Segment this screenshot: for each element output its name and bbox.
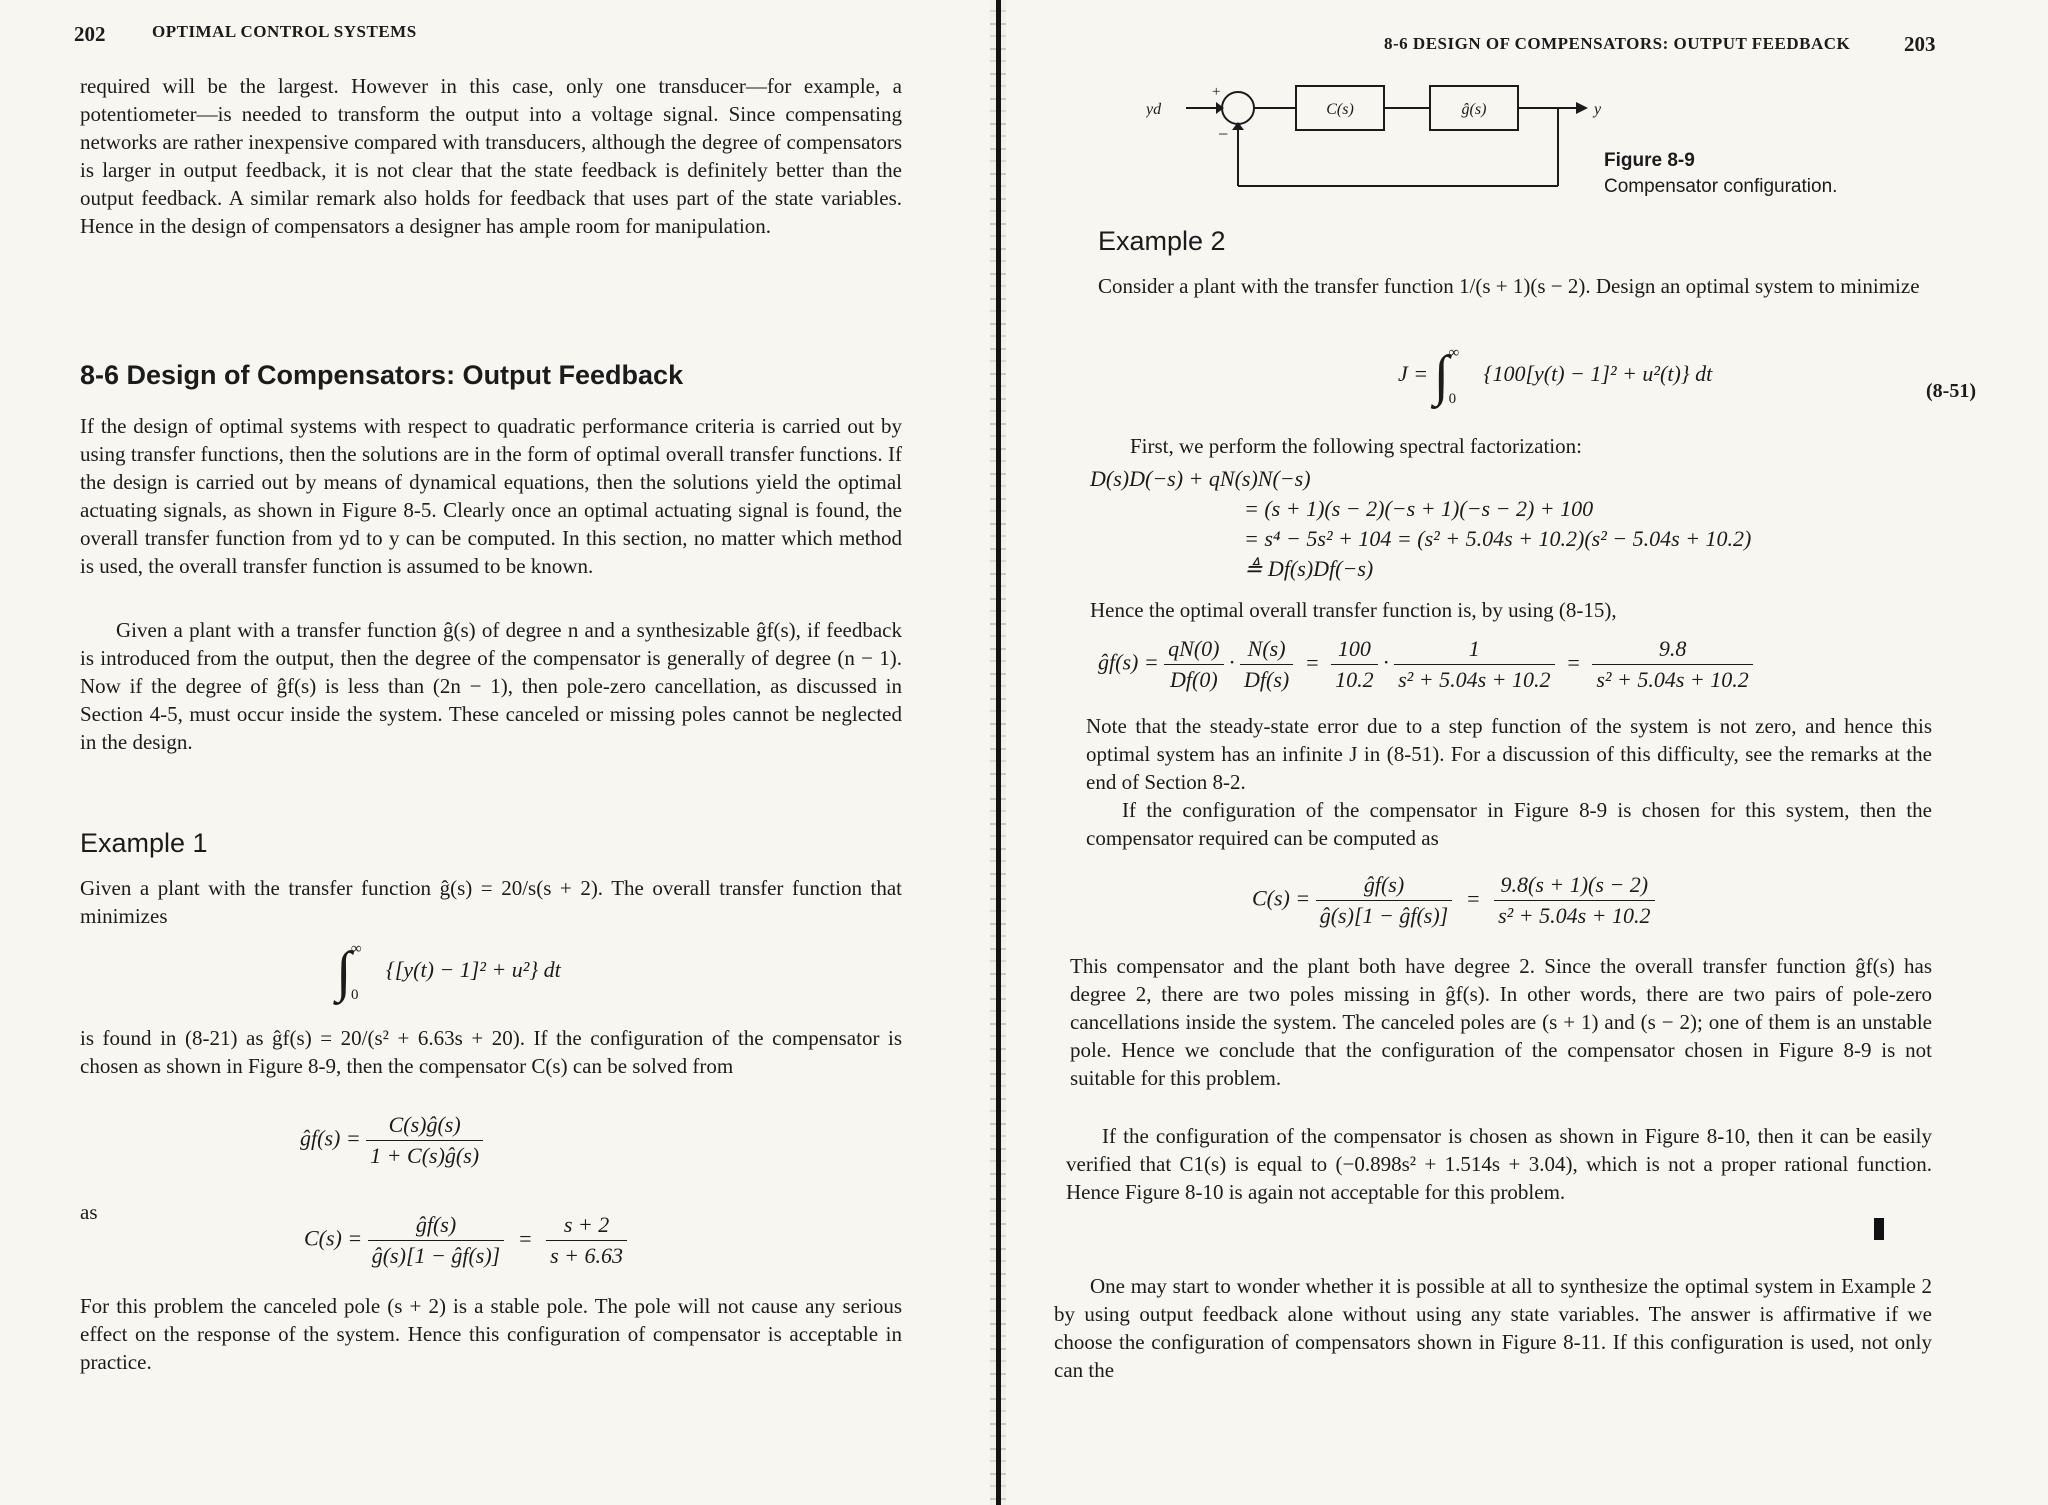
eq-8-51-lower-limit: 0 — [1448, 391, 1457, 408]
diagram-output-label: y — [1594, 101, 1602, 118]
eq-compensator-f2-num: 9.8(s + 1)(s − 2) — [1494, 872, 1654, 901]
eq-gf — [300, 1112, 483, 1169]
eq-cs: C(s) = $\frac{ĝf(s)}{ĝ(s)[1 - ĝf(s)]}$ = $\frac{s + 2}{s + 6.63}$ — [304, 1212, 627, 1269]
eq-optimal-gf-f5-num: 9.8 — [1592, 636, 1752, 665]
eq-optimal-gf-eq2: = — [1566, 649, 1581, 675]
eq-gf-lhs: ĝf(s) = — [300, 1125, 361, 1151]
eq-compensator-f2-den: s² + 5.04s + 10.2 — [1498, 903, 1651, 928]
intro-paragraph: required will be the largest. However in this case, only one transducer—for example, a potentiometer—is needed to transform the output into a voltage signal. Since compensating networks are rather inexpensive compared with transducers, although the degree of compensators is larger in output feedback, it is not clear that the state feedback is definitely better than the output feedback. A similar remark also holds for feedback that uses part of the state variables. Hence in the design of compensators a designer has ample room for manipulation. — [80, 74, 902, 238]
eq-compensator-f1-den: ĝ(s)[1 − ĝf(s)] — [1319, 903, 1449, 928]
book-spine — [996, 0, 1001, 1505]
figure-8-10-paragraph: If the configuration of the compensator is chosen as shown in Figure 8-10, then it can be easily verified that C1(s) is equal to (−0.898s² + 1.514s + 3.04), which is not a proper rational function. Hence Figure 8-10 is again not acceptable for this problem. — [1066, 1124, 1932, 1204]
diagram-input-label: yd — [1146, 101, 1162, 118]
eq-cs-numerator-1: ĝf(s) — [368, 1212, 505, 1241]
section-paragraph-2: Given a plant with a transfer function ĝ(s) of degree n and a synthesizable ĝf(s), if feedback is introduced from the output, then the degree of the compensator is generally of degree (n − 1). Now if the degree of ĝf(s) is less than (2n − 1), then pole-zero cancellation, as discussed in Section 4-5, must occur inside the system. These canceled or missing poles cannot be neglected in the design. — [80, 618, 902, 754]
left-running-head: OPTIMAL CONTROL SYSTEMS — [152, 22, 417, 41]
if-config-paragraph: If the configuration of the compensator in Figure 8-9 is chosen for this system, then the compensator required can be computed as — [1086, 798, 1932, 850]
eq-8-51-upper-limit: ∞ — [1448, 345, 1460, 362]
eq-optimal-gf-f2 — [1240, 636, 1293, 693]
diagram-plus-sign: + — [1212, 84, 1221, 100]
spectral-line-1: D(s)D(−s) + qN(s)N(−s) — [1090, 466, 1311, 491]
integral-lower-limit: 0 — [351, 987, 359, 1004]
integral-sign: ∫ — [336, 941, 352, 1003]
right-page-number: 203 — [1904, 32, 1936, 56]
eq-cs-lhs: C(s) = — [304, 1225, 363, 1251]
eq-gf-fraction — [366, 1112, 483, 1169]
eq-optimal-gf-f5-den: s² + 5.04s + 10.2 — [1596, 667, 1749, 692]
spectral-line-3: = s⁴ − 5s² + 104 = (s² + 5.04s + 10.2)(s² − 5.04s + 10.2) — [1244, 526, 1752, 551]
eq-cs-numerator-2: s + 2 — [546, 1212, 627, 1241]
figure-8-9-label: Figure 8-9 — [1604, 150, 1695, 171]
eq-optimal-gf-lhs: ĝf(s) = — [1098, 649, 1159, 675]
eq-optimal-gf-eq1: = — [1304, 649, 1320, 675]
integral-body: {[y(t) − 1]² + u²} dt — [386, 957, 561, 983]
end-of-proof-mark — [1874, 1218, 1884, 1240]
example-1-title: Example 1 — [80, 828, 208, 858]
eq-optimal-gf-f1-num: qN(0) — [1164, 636, 1223, 665]
eq-optimal-gf: ĝf(s) = $\frac{qN(0)}{Df(0)}$ · $\frac{N(s)}{Df(s)}$ = $\frac{100}{10.2}$ · $\frac{1}{\text{s² + 5.04s + 10.2}}$ = $\frac{9.8}{\text{s² + 5.04s + 10.2}}$ — [1098, 636, 1753, 693]
eq-8-51-number: (8-51) — [1926, 380, 1976, 402]
eq-optimal-gf-dot: · — [1229, 649, 1235, 675]
eq-optimal-gf-f3-num: 100 — [1331, 636, 1378, 665]
diagram-block-plant: ĝ(s) — [1461, 101, 1487, 118]
eq-compensator-f1 — [1316, 872, 1453, 929]
diagram-minus-sign: − — [1218, 124, 1229, 144]
note-paragraph: Note that the steady-state error due to a step function of the system is not zero, and hence this optimal system has an infinite J in (8-51). For a discussion of this difficulty, see the remarks at the end of Section 8-2. — [1086, 714, 1932, 794]
example-1-paragraph: Given a plant with the transfer function ĝ(s) = 20/s(s + 2). The overall transfer function that minimizes — [80, 876, 902, 928]
eq-compensator-f2 — [1494, 872, 1654, 929]
example-1-found-paragraph: is found in (8-21) as ĝf(s) = 20/(s² + 6.63s + 20). If the configuration of the compensator is chosen as shown in Figure 8-9, then the compensator C(s) can be solved from — [80, 1026, 902, 1078]
section-title: 8-6 Design of Compensators: Output Feedback — [80, 360, 684, 390]
right-running-head: 8-6 DESIGN OF COMPENSATORS: OUTPUT FEEDBACK — [1384, 34, 1851, 53]
eq-8-51-integral-sign: ∫ — [1433, 345, 1449, 407]
hence-line: Hence the optimal overall transfer function is, by using (8-15), — [1090, 598, 1617, 622]
closing-paragraph: For this problem the canceled pole (s + 2) is a stable pole. The pole will not cause any serious effect on the response of the system. Hence this configuration of compensator is acceptable in practice. — [80, 1294, 902, 1374]
eq-optimal-gf-f3-den: 10.2 — [1335, 667, 1374, 692]
eq-compensator — [1252, 872, 1655, 929]
spectral-intro: First, we perform the following spectral factorization: — [1130, 434, 1582, 458]
eq-optimal-gf-f4 — [1394, 636, 1554, 693]
eq-cs-denominator-1: ĝ(s)[1 − ĝf(s)] — [371, 1243, 501, 1268]
eq-optimal-gf-f2-num: N(s) — [1240, 636, 1293, 665]
eq-compensator-lhs: C(s) = — [1252, 885, 1311, 911]
spectral-line-4: ≜ Df(s)Df(−s) — [1244, 556, 1374, 581]
eq-optimal-gf-f1-den: Df(0) — [1170, 667, 1218, 692]
eq-optimal-gf-f1 — [1164, 636, 1223, 693]
eq-cs-fraction-2 — [546, 1212, 627, 1269]
right-page — [1006, 0, 2048, 1505]
example-2-title: Example 2 — [1098, 226, 1226, 256]
figure-8-9-caption: Compensator configuration. — [1604, 176, 1838, 197]
section-paragraph-1: If the design of optimal systems with respect to quadratic performance criteria is carried out by using transfer functions, then the solutions are in the form of optimal overall transfer functions. If the design is carried out by means of dynamical equations, then the solutions yield the optimal actuating signals, as shown in Figure 8-5. Clearly once an optimal actuating signal is found, the overall transfer function from yd to y can be computed. In this section, no matter which method is used, the overall transfer function is assumed to be known. — [80, 414, 902, 578]
diagram-block-compensator: C(s) — [1326, 101, 1354, 118]
eq-optimal-gf-f2-den: Df(s) — [1244, 667, 1290, 692]
eq-optimal-gf-f5 — [1592, 636, 1752, 693]
eq-optimal-gf-f4-num: 1 — [1394, 636, 1554, 665]
left-page — [0, 0, 990, 1505]
eq-gf-numerator: C(s)ĝ(s) — [366, 1112, 483, 1141]
example-1-integral — [336, 941, 561, 1004]
eq-8-51-lhs: J = — [1398, 361, 1429, 387]
eq-compensator-eq: = — [1465, 885, 1481, 911]
eq-optimal-gf-f4-den: s² + 5.04s + 10.2 — [1398, 667, 1551, 692]
eq-compensator-f1-num: ĝf(s) — [1316, 872, 1453, 901]
as-label: as — [80, 1200, 98, 1224]
example-2-paragraph: Consider a plant with the transfer function 1/(s + 1)(s − 2). Design an optimal system to minimize — [1098, 274, 1920, 298]
spectral-line-2: = (s + 1)(s − 2)(−s + 1)(−s − 2) + 100 — [1244, 496, 1594, 521]
eq-cs-denominator-2: s + 6.63 — [550, 1243, 624, 1268]
compensator-paragraph: This compensator and the plant both have degree 2. Since the overall transfer function ĝf(s) has degree 2, there are two poles missing in ĝf(s). In other words, there are two pairs of pole-zero cancellations inside the system. The canceled poles are (s + 1) and (s − 2); one of them is an unstable pole. Hence we conclude that the configuration of the compensator chosen in Figure 8-9 is not suitable for this problem. — [1070, 954, 1932, 1090]
final-paragraph: One may start to wonder whether it is possible at all to synthesize the optimal system in Example 2 by using output feedback alone without using any state variables. The answer is affirmative if we choose the configuration of compensators shown in Figure 8-11. If this configuration is used, not only can the — [1054, 1274, 1932, 1382]
eq-cs-fraction-1 — [368, 1212, 505, 1269]
eq-8-51 — [1398, 345, 1713, 408]
left-page-number: 202 — [74, 22, 106, 46]
integral-upper-limit: ∞ — [350, 941, 362, 958]
eq-optimal-gf-f3 — [1331, 636, 1378, 693]
eq-gf-denominator: 1 + C(s)ĝ(s) — [370, 1143, 480, 1168]
eq-8-51-body: {100[y(t) − 1]² + u²(t)} dt — [1483, 361, 1713, 387]
